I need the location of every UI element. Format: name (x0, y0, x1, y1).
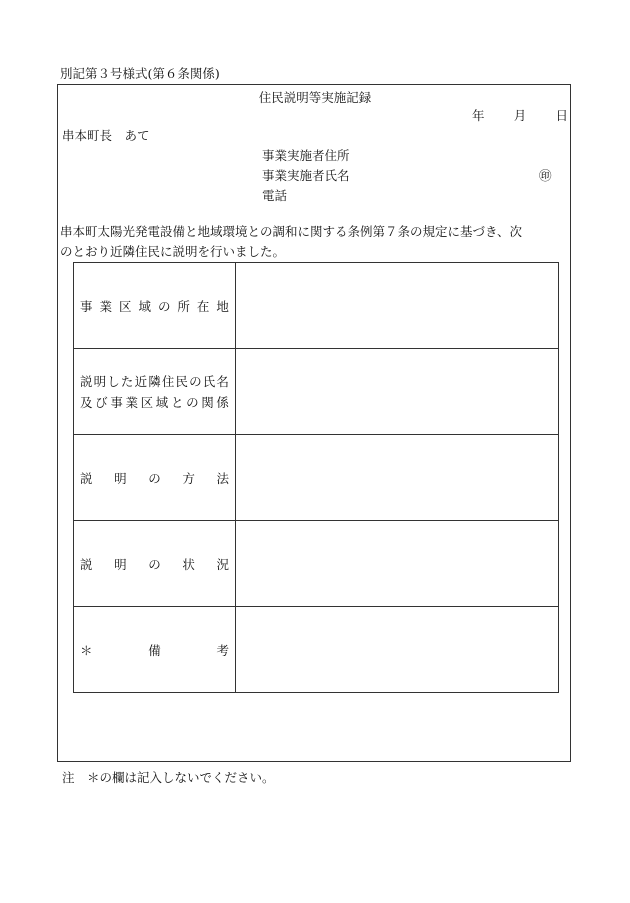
explanation-method-field[interactable] (236, 435, 559, 521)
applicant-address-label: 事業実施者住所 (262, 148, 350, 163)
explanation-method-label: 説 明 の 方 法 (74, 435, 236, 521)
applicant-name-label: 事業実施者氏名 (262, 168, 350, 183)
explanation-status-field[interactable] (236, 521, 559, 607)
residents-label-line-1: 説 明 し た 近 隣 住 民 の 氏 名 (80, 374, 229, 389)
document-title: 住民説明等実施記録 (258, 90, 372, 105)
table-row (74, 263, 559, 349)
table-row (74, 435, 559, 521)
body-line-1: 串本町太陽光発電設備と地域環境との調和に関する条例第７条の規定に基づき、次 (60, 224, 523, 239)
body-statement (60, 222, 572, 262)
applicant-tel-label: 電話 (262, 188, 288, 203)
year-label: 年 (472, 108, 485, 123)
month-label: 月 (513, 108, 527, 123)
residents-label-line-2: 及 び 事 業 区 域 と の 関 係 (80, 395, 229, 410)
project-location-label: 事 業 区 域 の 所 在 地 (74, 263, 236, 349)
seal-mark: ㊞ (539, 168, 552, 183)
form-number-label: 別記第３号様式(第６条関係) (60, 66, 220, 81)
explanation-status-label: 説 明 の 状 況 (74, 521, 236, 607)
project-location-field[interactable] (236, 263, 559, 349)
record-table (73, 262, 559, 693)
table-row (74, 349, 559, 435)
footnote: 注 ＊の欄は記入しないでください。 (62, 770, 275, 785)
residents-label (74, 349, 236, 435)
body-line-2: のとおり近隣住民に説明を行いました。 (60, 244, 286, 259)
residents-field[interactable] (236, 349, 559, 435)
table-row (74, 607, 559, 693)
date-line (472, 106, 568, 124)
addressee: 串本町長 あて (62, 128, 150, 143)
day-label: 日 (555, 108, 568, 123)
table-row (74, 521, 559, 607)
remarks-label: ＊ 備 考 (74, 607, 236, 693)
remarks-field[interactable] (236, 607, 559, 693)
